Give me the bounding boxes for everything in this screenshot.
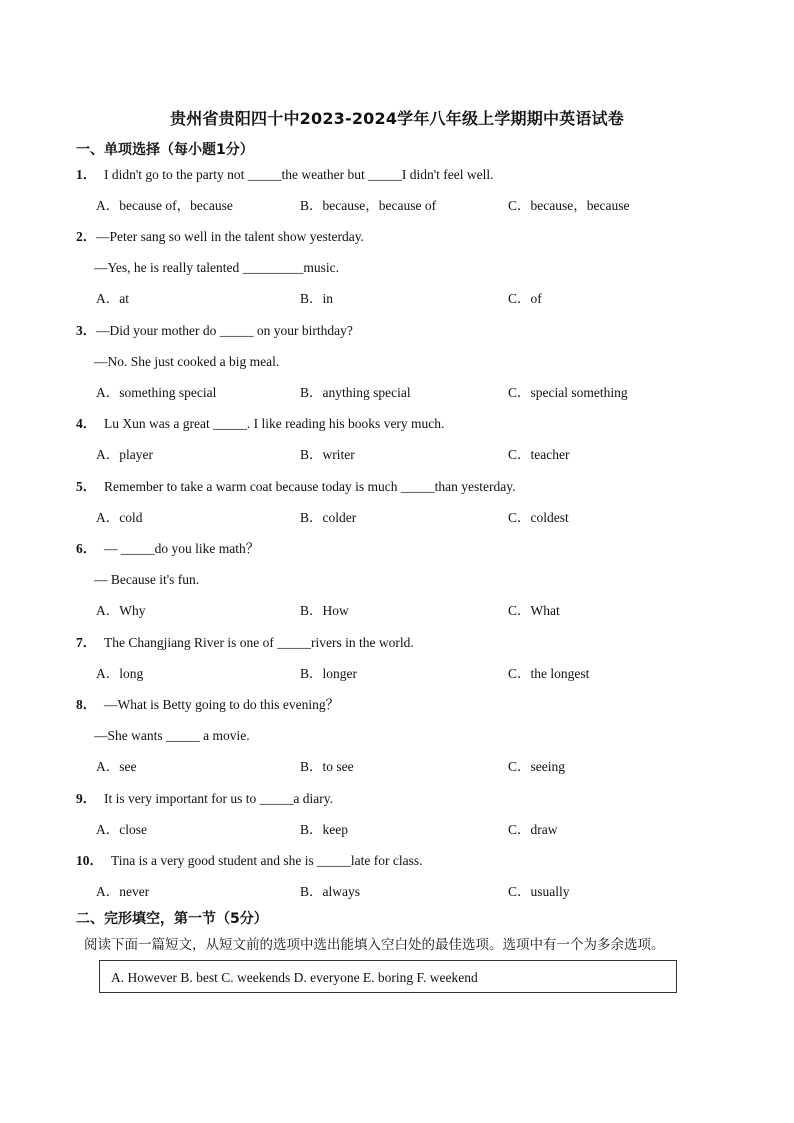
option-a: A．cold xyxy=(96,510,143,525)
option-c: C．seeing xyxy=(508,759,565,774)
question-stem: —What is Betty going to do this evening？ xyxy=(104,697,340,712)
question-number: 5． xyxy=(76,479,97,494)
question-1-options xyxy=(0,196,794,216)
option-b: B．in xyxy=(300,291,334,306)
question-number: 3． xyxy=(76,323,97,338)
question-3-line-2 xyxy=(0,352,794,372)
question-7 xyxy=(0,633,794,653)
question-6-line-2 xyxy=(0,570,794,590)
section-2-instruction: 阅读下面一篇短文，从短文前的选项中选出能填入空白处的最佳选项。选项中有一个为多余选项。 xyxy=(84,937,665,953)
question-stem-2: —She wants _____ a movie. xyxy=(94,728,250,743)
option-b: B．colder xyxy=(300,510,357,525)
question-4 xyxy=(0,414,794,434)
question-stem-2: —Yes, he is really talented _________music. xyxy=(94,260,339,275)
question-2 xyxy=(0,227,794,247)
option-a: A．close xyxy=(96,822,147,837)
option-a: A．see xyxy=(96,759,137,774)
option-c: C．coldest xyxy=(508,510,569,525)
option-c: C．draw xyxy=(508,822,558,837)
question-number: 6． xyxy=(76,541,97,556)
word-bank-box: A. However B. best C. weekends D. everyone E. boring F. weekend xyxy=(99,960,677,993)
option-c: C．because，because xyxy=(508,198,630,213)
question-stem: Remember to take a warm coat because today is much _____than yesterday. xyxy=(104,479,516,494)
option-b: B．always xyxy=(300,884,360,899)
question-stem-2: —No. She just cooked a big meal. xyxy=(94,354,280,369)
question-10 xyxy=(0,851,794,871)
option-b: B．anything special xyxy=(300,385,411,400)
question-6 xyxy=(0,539,794,559)
question-2-line-2 xyxy=(0,258,794,278)
section-2-heading: 二、完形填空，第一节（5分） xyxy=(76,911,268,927)
option-c: C．of xyxy=(508,291,542,306)
question-number: 1． xyxy=(76,167,97,182)
question-stem: —Peter sang so well in the talent show yesterday. xyxy=(96,229,364,244)
option-b: B．writer xyxy=(300,447,355,462)
option-b: B．because，because of xyxy=(300,198,437,213)
option-a: A．never xyxy=(96,884,150,899)
option-a: A．something special xyxy=(96,385,217,400)
question-5 xyxy=(0,477,794,497)
option-a: A．long xyxy=(96,666,144,681)
question-number: 7． xyxy=(76,635,97,650)
question-number: 2． xyxy=(76,229,97,244)
question-9-options xyxy=(0,820,794,840)
question-stem: It is very important for us to _____a diary. xyxy=(104,791,333,806)
question-5-options xyxy=(0,508,794,528)
section-1-heading: 一、单项选择（每小题1分） xyxy=(76,142,254,158)
option-a: A．player xyxy=(96,447,153,462)
question-stem: — _____do you like math？ xyxy=(104,541,260,556)
question-1 xyxy=(0,165,794,185)
option-a: A．at xyxy=(96,291,129,306)
option-b: B．longer xyxy=(300,666,357,681)
question-number: 4． xyxy=(76,416,97,431)
question-2-options xyxy=(0,289,794,309)
exam-title: 贵州省贵阳四十中2023-2024学年八年级上学期期中英语试卷 xyxy=(170,109,624,128)
question-number: 9． xyxy=(76,791,97,806)
option-c: C．usually xyxy=(508,884,570,899)
question-stem: —Did your mother do _____ on your birthday? xyxy=(96,323,353,338)
option-c: C．the longest xyxy=(508,666,590,681)
option-b: B．to see xyxy=(300,759,354,774)
question-3-options xyxy=(0,383,794,403)
option-c: C．teacher xyxy=(508,447,570,462)
question-number: 10． xyxy=(76,853,103,868)
question-stem: Lu Xun was a great _____. I like reading his books very much. xyxy=(104,416,445,431)
question-6-options xyxy=(0,601,794,621)
option-b: B．How xyxy=(300,603,349,618)
question-8 xyxy=(0,695,794,715)
question-stem: Tina is a very good student and she is _____late for class. xyxy=(111,853,423,868)
option-c: C．special something xyxy=(508,385,628,400)
question-stem-2: — Because it's fun. xyxy=(94,572,200,587)
question-7-options xyxy=(0,664,794,684)
option-a: A．Why xyxy=(96,603,146,618)
question-number: 8． xyxy=(76,697,97,712)
option-b: B．keep xyxy=(300,822,348,837)
question-3 xyxy=(0,321,794,341)
question-8-line-2 xyxy=(0,726,794,746)
question-9 xyxy=(0,789,794,809)
option-a: A．because of，because xyxy=(96,198,233,213)
question-4-options xyxy=(0,445,794,465)
option-c: C．What xyxy=(508,603,560,618)
question-stem: The Changjiang River is one of _____rivers in the world. xyxy=(104,635,414,650)
question-10-options xyxy=(0,882,794,902)
question-8-options xyxy=(0,757,794,777)
question-stem: I didn't go to the party not _____the weather but _____I didn't feel well. xyxy=(104,167,494,182)
